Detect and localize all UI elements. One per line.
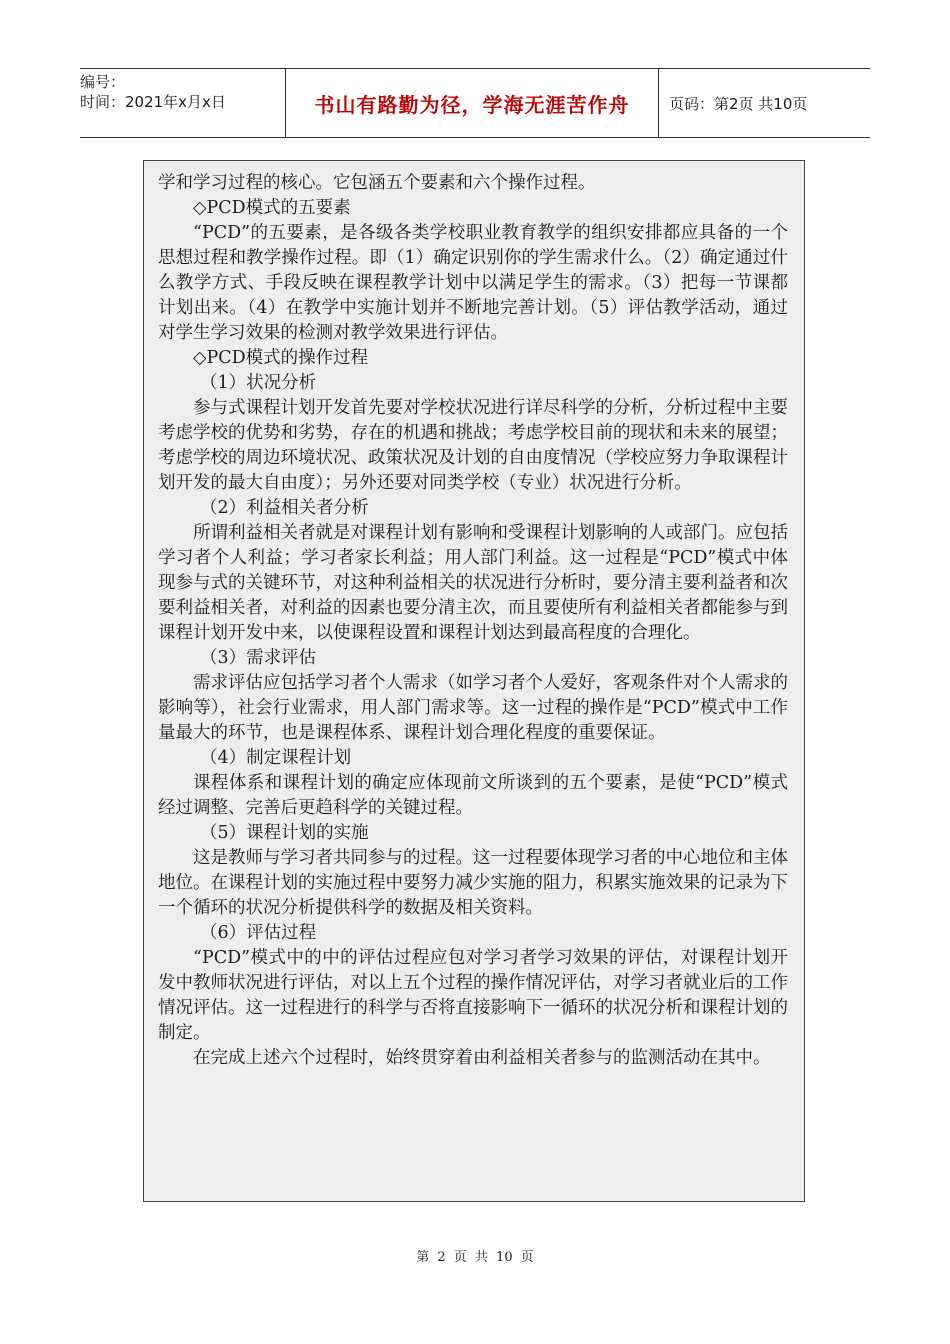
subheading-curriculum-planning: （4）制定课程计划 <box>200 748 352 768</box>
paragraph-curriculum-planning: 课程体系和课程计划的确定应体现前文所谈到的五个要素，是使“PCD”模式经过调整、完善后更趋科学的关键过程。 <box>158 773 788 818</box>
section-heading-five-elements: ◇PCD模式的五要素 <box>193 198 351 218</box>
header-info-cell <box>80 69 285 137</box>
subheading-plan-implementation: （5）课程计划的实施 <box>200 823 369 843</box>
page-header <box>80 68 870 138</box>
document-number-label: 编号： <box>80 73 126 91</box>
subheading-situation-analysis: （1）状况分析 <box>200 373 317 393</box>
paragraph-evaluation-process: “PCD”模式中的中的评估过程应包对学习者学习效果的评估，对课程计划开发中教师状况进行评估，对以上五个过程的操作情况评估，对学习者就业后的工作情况评估。这一过程进行的科学与否将直接影响下一循环的状况分析和课程计划的制定。 <box>158 948 788 1043</box>
section-heading-operation-process: ◇PCD模式的操作过程 <box>193 348 369 368</box>
header-page-label: 页码：第2页 共10页 <box>669 94 808 113</box>
subheading-needs-assessment: （3）需求评估 <box>200 648 317 668</box>
subheading-evaluation-process: （6）评估过程 <box>200 923 317 943</box>
paragraph-stakeholder-analysis: 所谓利益相关者就是对课程计划有影响和受课程计划影响的人或部门。应包括学习者个人利益；学习者家长利益；用人部门利益。这一过程是“PCD”模式中体现参与式的关键环节，对这种利益相关的状况进行分析时，要分清主要利益者和次要利益相关者，对利益的因素也要分清主次，而且要使所有利益相关者都能参与到课程计划开发中来，以使课程设置和课程计划达到最高程度的合理化。 <box>158 523 788 643</box>
content-box <box>143 160 805 1202</box>
header-motto: 书山有路勤为径，学海无涯苦作舟 <box>285 69 659 137</box>
page-footer: 第 2 页 共 10 页 <box>416 1250 534 1265</box>
subheading-stakeholder-analysis: （2）利益相关者分析 <box>200 498 369 518</box>
paragraph-five-elements: “PCD”的五要素，是各级各类学校职业教育教学的组织安排都应具备的一个思想过程和教学操作过程。即（1）确定识别你的学生需求什么。（2）确定通过什么教学方式、手段反映在课程教学计划中以满足学生的需求。（3）把每一节课都计划出来。（4）在教学中实施计划并不断地完善计划。（5）评估教学活动，通过对学生学习效果的检测对教学效果进行评估。 <box>158 223 788 343</box>
document-time-label: 时间：2021年x月x日 <box>80 93 226 111</box>
paragraph-intro: 学和学习过程的核心。它包涵五个要素和六个操作过程。 <box>158 173 596 193</box>
paragraph-needs-assessment: 需求评估应包括学习者个人需求（如学习者个人爱好，客观条件对个人需求的影响等），社会行业需求，用人部门需求等。这一过程的操作是“PCD”模式中工作量最大的环节，也是课程体系、课程计划合理化程度的重要保证。 <box>158 673 788 743</box>
paragraph-plan-implementation: 这是教师与学习者共同参与的过程。这一过程要体现学习者的中心地位和主体地位。在课程计划的实施过程中要努力减少实施的阻力，积累实施效果的记录为下一个循环的状况分析提供科学的数据及相关资料。 <box>158 848 788 918</box>
paragraph-situation-analysis: 参与式课程计划开发首先要对学校状况进行详尽科学的分析，分析过程中主要考虑学校的优势和劣势，存在的机遇和挑战；考虑学校目前的现状和未来的展望；考虑学校的周边环境状况、政策状况及计划的自由度情况（学校应努力争取课程计划开发的最大自由度）；另外还要对同类学校（专业）状况进行分析。 <box>158 398 788 493</box>
paragraph-conclusion: 在完成上述六个过程时，始终贯穿着由利益相关者参与的监测活动在其中。 <box>193 1048 771 1068</box>
